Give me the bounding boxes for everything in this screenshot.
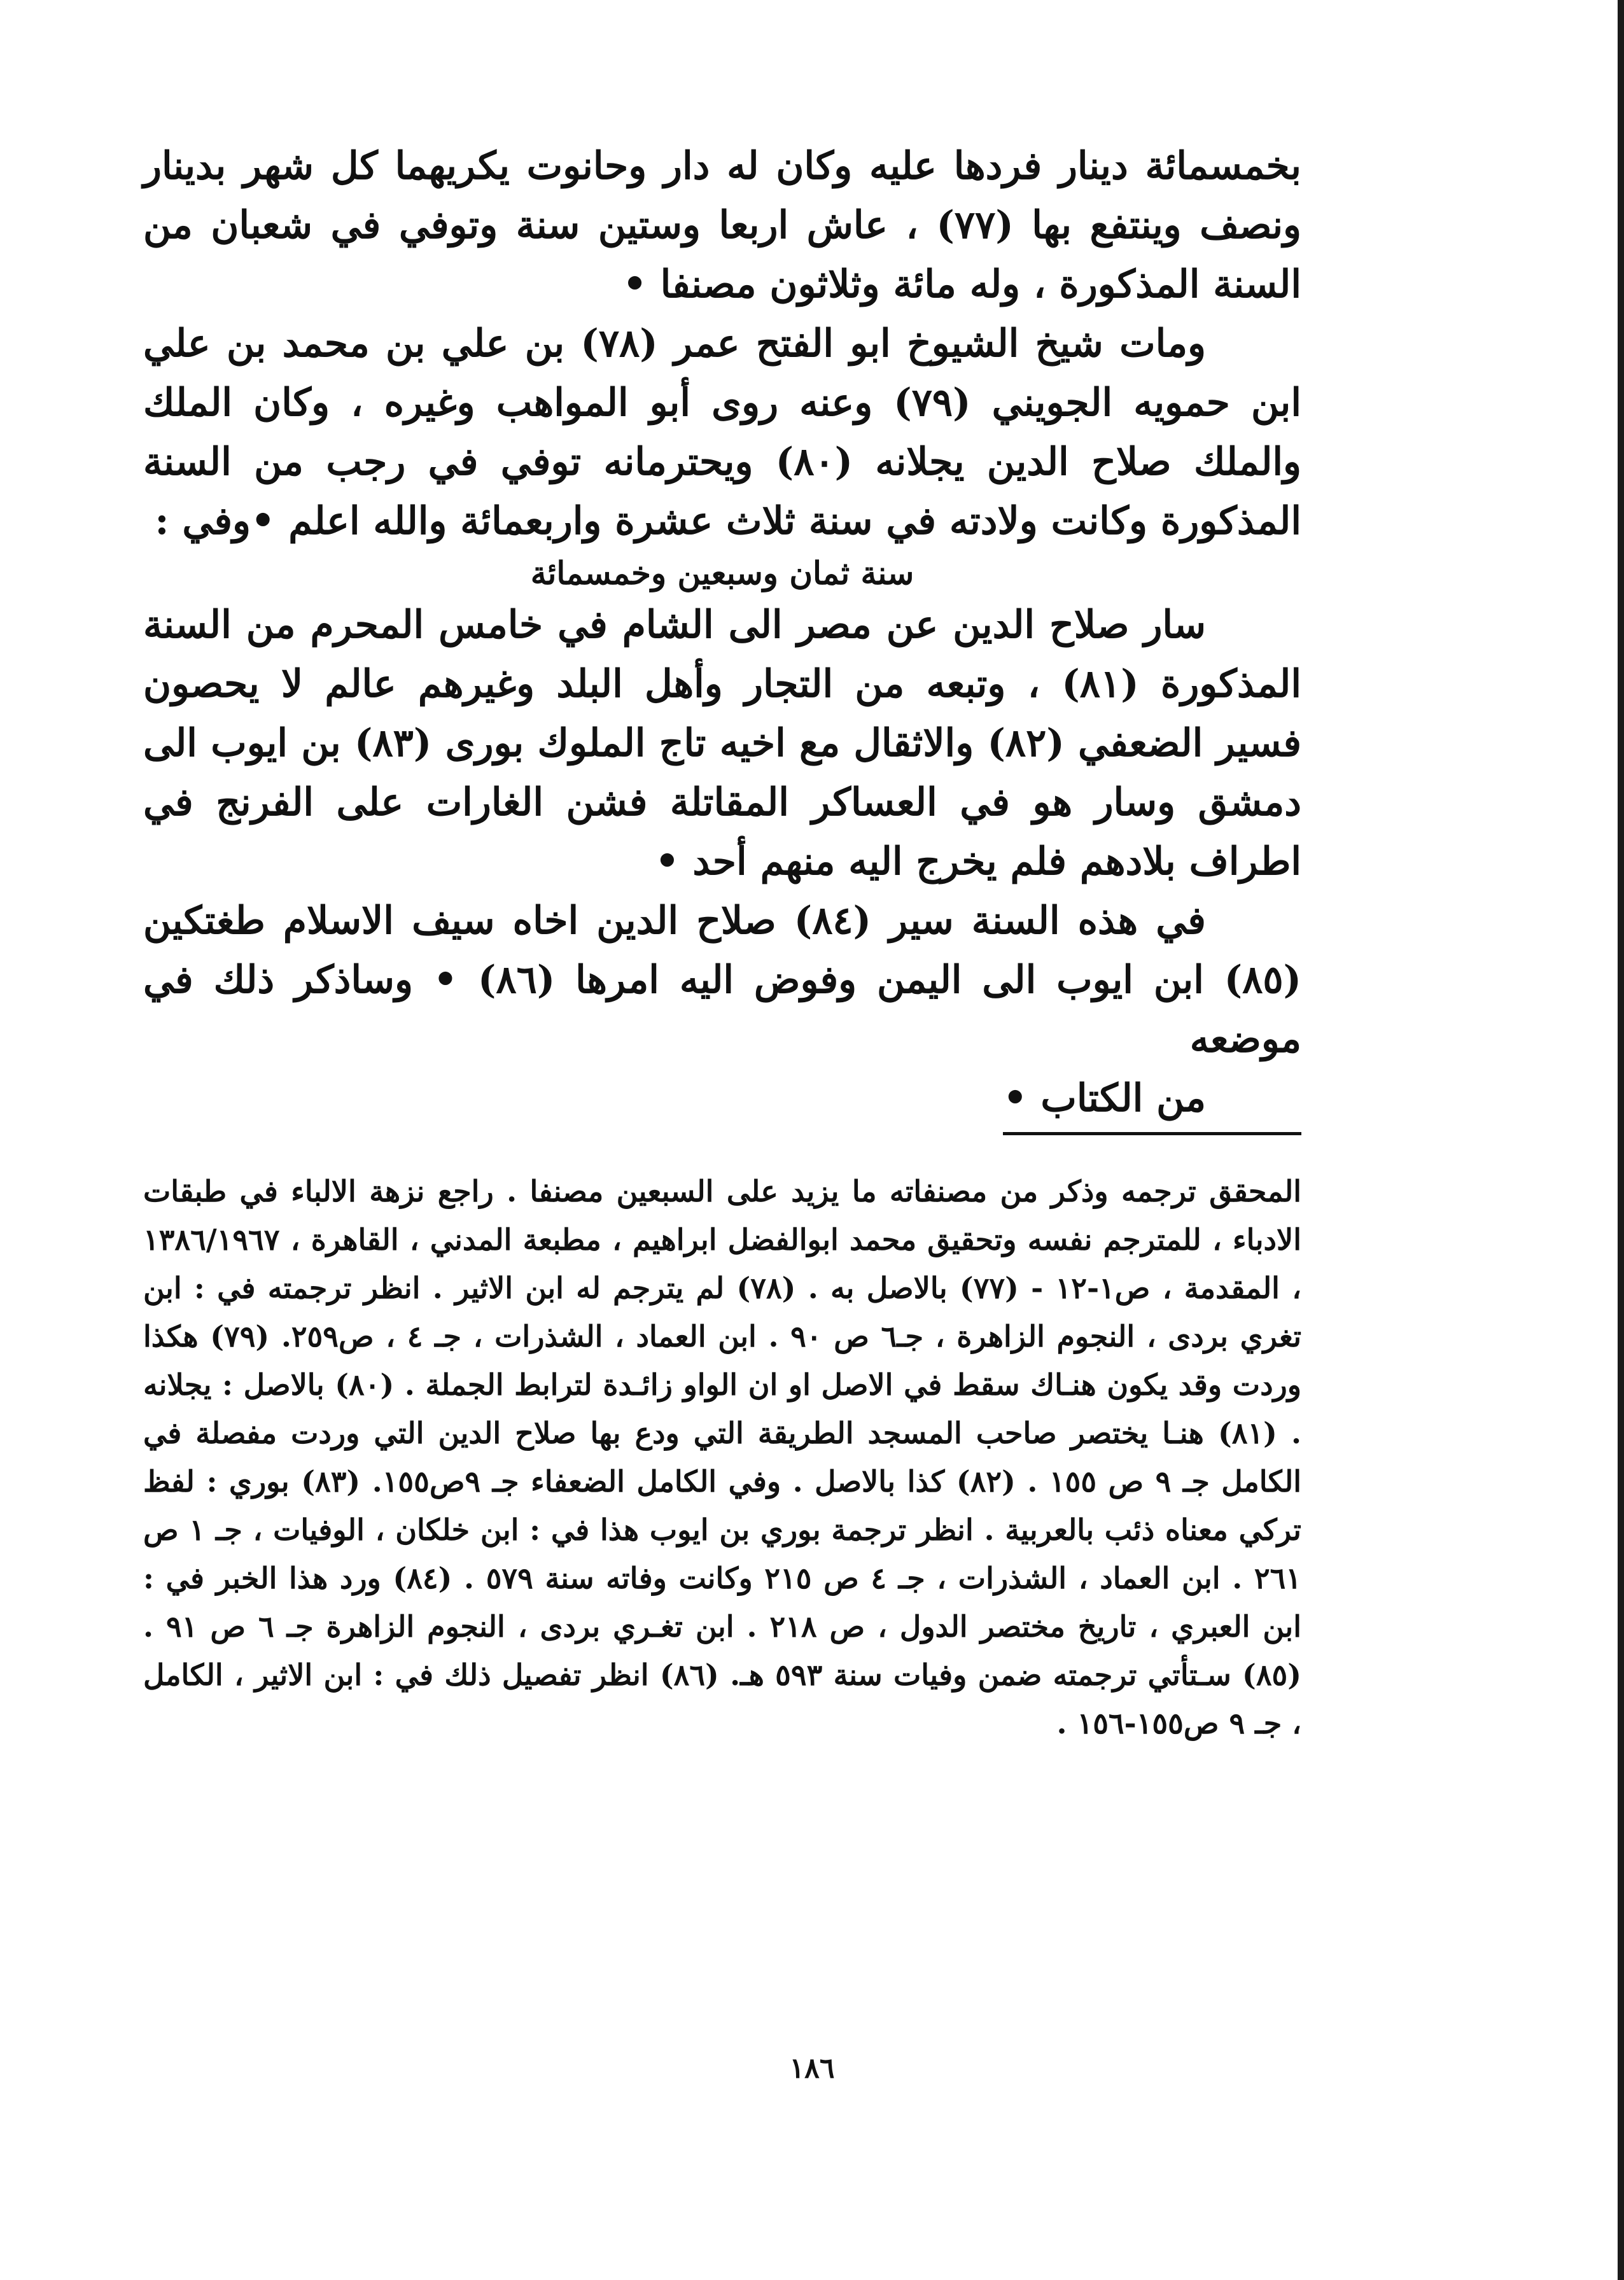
section-heading: سنة ثمان وسبعين وخمسمائة	[530, 554, 914, 592]
scan-edge-border	[1618, 0, 1624, 2280]
book-page	[143, 137, 1301, 1747]
paragraph-3: سار صلاح الدين عن مصر الى الشام في خامس المحرم من السنة المذكورة (٨١) ، وتبعه من التجار وأهل البلد وغيرهم عالم لا يحصون فسير الضعفي (٨٢) والاثقال مع اخيه تاج الملوك بورى (٨٣) بن ايوب الى دمشق وسار هو في العساكر المقاتلة فشن الغارات على الفرنج في اطراف بلادهم فلم يخرج اليه منهم أحد •	[143, 603, 1301, 884]
footnotes	[143, 1167, 1301, 1747]
paragraph-1: بخمسمائة دينار فردها عليه وكان له دار وحانوت يكريهما كل شهر بدينار ونصف وينتفع بها (٧٧) ، عاش اربعا وستين سنة وتوفي في شعبان من السنة المذكورة ، وله مائة وثلاثون مصنفا •	[143, 144, 1301, 307]
main-text	[143, 137, 1301, 1135]
footnotes-text: المحقق ترجمه وذكر من مصنفاته ما يزيد على السبعين مصنفا . راجع نزهة الالباء في طبقات الادباء ، للمترجم نفسه وتحقيق محمد ابوالفضل ابراهيم ، مطبعة المدني ، القاهرة ، ١٣٨٦/١٩٦٧ ، المقدمة ، ص١-١٢ - (٧٧) بالاصل به . (٧٨) لم يترجم له ابن الاثير . انظر ترجمته في : ابن تغري بردى ، النجوم الزاهرة ، جـ٦ ص ٩٠ . ابن العماد ، الشذرات ، جـ ٤ ، ص٢٥٩. (٧٩) هكذا وردت وقد يكون هنـاك سقط في الاصل او ان الواو زائـدة لترابط الجملة . (٨٠) بالاصل : يجلانه . (٨١) هنـا يختصر صاحب المسجد الطريقة التي ودع بها صلاح الدين التي وردت مفصلة في الكامل جـ ٩ ص ١٥٥ . (٨٢) كذا بالاصل . وفي الكامل الضعفاء جـ ٩ص١٥٥. (٨٣) بوري : لفظ تركي معناه ذئب بالعربية . انظر ترجمة بوري بن ايوب هذا في : ابن خلكان ، الوفيات ، جـ ١ ص ٢٦١ . ابن العماد ، الشذرات ، جـ ٤ ص ٢١٥ وكانت وفاته سنة ٥٧٩ . (٨٤) ورد هذا الخبر في : ابن العبري ، تاريخ مختصر الدول ، ص ٢١٨ . ابن تغـري بردى ، النجوم الزاهرة جـ ٦ ص ٩١ . (٨٥) سـتأتي ترجمته ضمن وفيات سنة ٥٩٣ هـ. (٨٦) انظر تفصيل ذلك في : ابن الاثير ، الكامل ، جـ ٩ ص١٥٥-١٥٦ .	[143, 1174, 1302, 1740]
paragraph-2: ومات شيخ الشيوخ ابو الفتح عمر (٧٨) بن علي بن محمد بن علي ابن حمويه الجويني (٧٩) وعنه روى أبو المواهب وغيره ، وكان الملك والملك صلاح الدين يجلانه (٨٠) ويحترمانه توفي في رجب من السنة المذكورة وكانت ولادته في سنة ثلاث عشرة واربعمائة والله اعلم •وفي :	[143, 321, 1302, 543]
paragraph-4-end: من الكتاب •	[1003, 1069, 1301, 1135]
paragraph-4-text: في هذه السنة سير (٨٤) صلاح الدين اخاه سيف الاسلام طغتكين (٨٥) ابن ايوب الى اليمن وفوض اليه امرها (٨٦) • وساذكر ذلك في موضعه	[143, 899, 1301, 1061]
page-number: ١٨٦	[789, 2052, 835, 2085]
paragraph-4	[143, 892, 1301, 1135]
